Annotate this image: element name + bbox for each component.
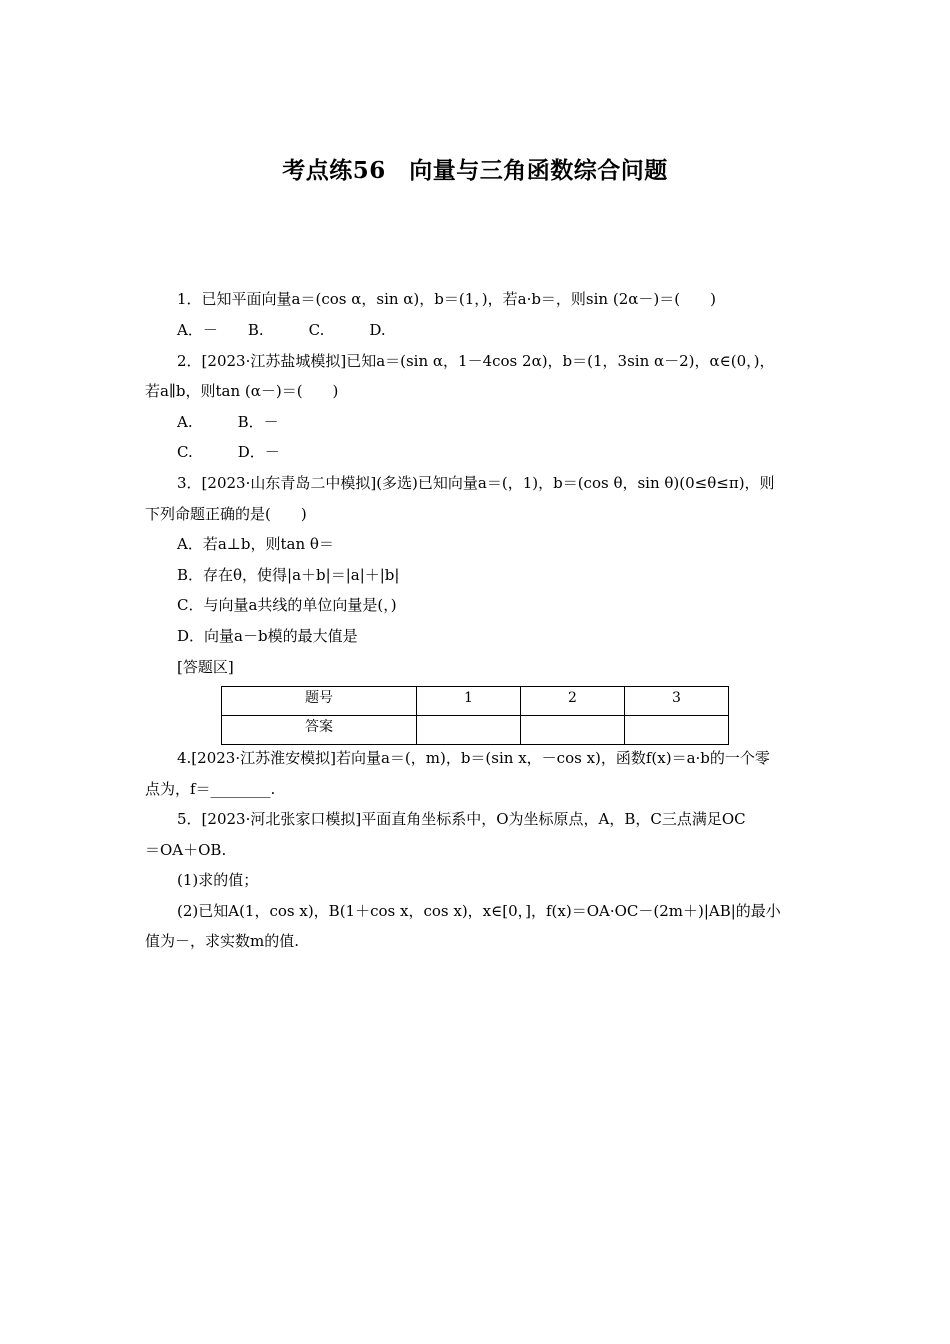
answer-table-row-label: 答案 xyxy=(222,716,417,745)
answer-table-header-cell: 1 xyxy=(417,687,521,716)
q4-line1: 4.[2023·江苏淮安模拟]若向量a＝(，m)，b＝(sin x，－cos x)，函数f(x)＝a·b的一个零 xyxy=(177,749,770,767)
answer-table-header-cell: 3 xyxy=(625,687,729,716)
q2-stem-line2: 若a∥b，则tan (α－)＝( ) xyxy=(145,382,339,400)
answer-table-header-row xyxy=(222,687,729,716)
q5-part2-line1: (2)已知A(1，cos x)，B(1＋cos x，cos x)，x∈[0，]，f(x)＝OA·OC－(2m＋)|AB|的最小 xyxy=(177,902,781,920)
q2-stem-line1: 2．[2023·江苏盐城模拟]已知a＝(sin α，1－4cos 2α)，b＝(1，3sin α－2)，α∈(0，)， xyxy=(177,352,775,370)
answer-cell-3[interactable] xyxy=(625,716,729,745)
q3-option-c: C．与向量a共线的单位向量是(，) xyxy=(177,596,397,614)
q3-option-d: D．向量a－b模的最大值是 xyxy=(177,627,358,645)
answer-cell-1[interactable] xyxy=(417,716,521,745)
q3-option-b: B．存在θ，使得|a＋b|＝|a|＋|b| xyxy=(177,566,400,584)
answer-table-answer-row xyxy=(222,716,729,745)
answer-table-header-cell: 2 xyxy=(521,687,625,716)
answer-cell-2[interactable] xyxy=(521,716,625,745)
answer-table-header-cell: 题号 xyxy=(222,687,417,716)
answer-table xyxy=(221,686,729,745)
q5-line2: ＝OA＋OB. xyxy=(145,841,227,859)
q3-option-a: A．若a⊥b，则tan θ＝ xyxy=(177,535,334,553)
q2-options-row1: A. B．－ xyxy=(177,413,279,431)
q1-options: A．－ B. C. D. xyxy=(177,321,386,339)
page-title: 考点练56 向量与三角函数综合问题 xyxy=(282,157,668,184)
q5-part2-line2: 值为－，求实数m的值. xyxy=(145,932,299,950)
q5-line1: 5．[2023·河北张家口模拟]平面直角坐标系中，O为坐标原点，A，B，C三点满足OC xyxy=(177,810,746,828)
answer-area-label: [答题区] xyxy=(177,658,234,676)
q3-stem-line1: 3．[2023·山东青岛二中模拟](多选)已知向量a＝(，1)，b＝(cos θ，sin θ)(0≤θ≤π)，则 xyxy=(177,474,775,492)
q2-options-row2: C. D．－ xyxy=(177,443,280,461)
q5-part1: (1)求的值； xyxy=(177,871,259,889)
q4-line2: 点为，f＝________. xyxy=(145,780,276,798)
q3-stem-line2: 下列命题正确的是( ) xyxy=(145,505,307,523)
q1-stem: 1．已知平面向量a＝(cos α，sin α)，b＝(1，)，若a·b＝，则sin (2α－)＝( ) xyxy=(177,290,716,308)
